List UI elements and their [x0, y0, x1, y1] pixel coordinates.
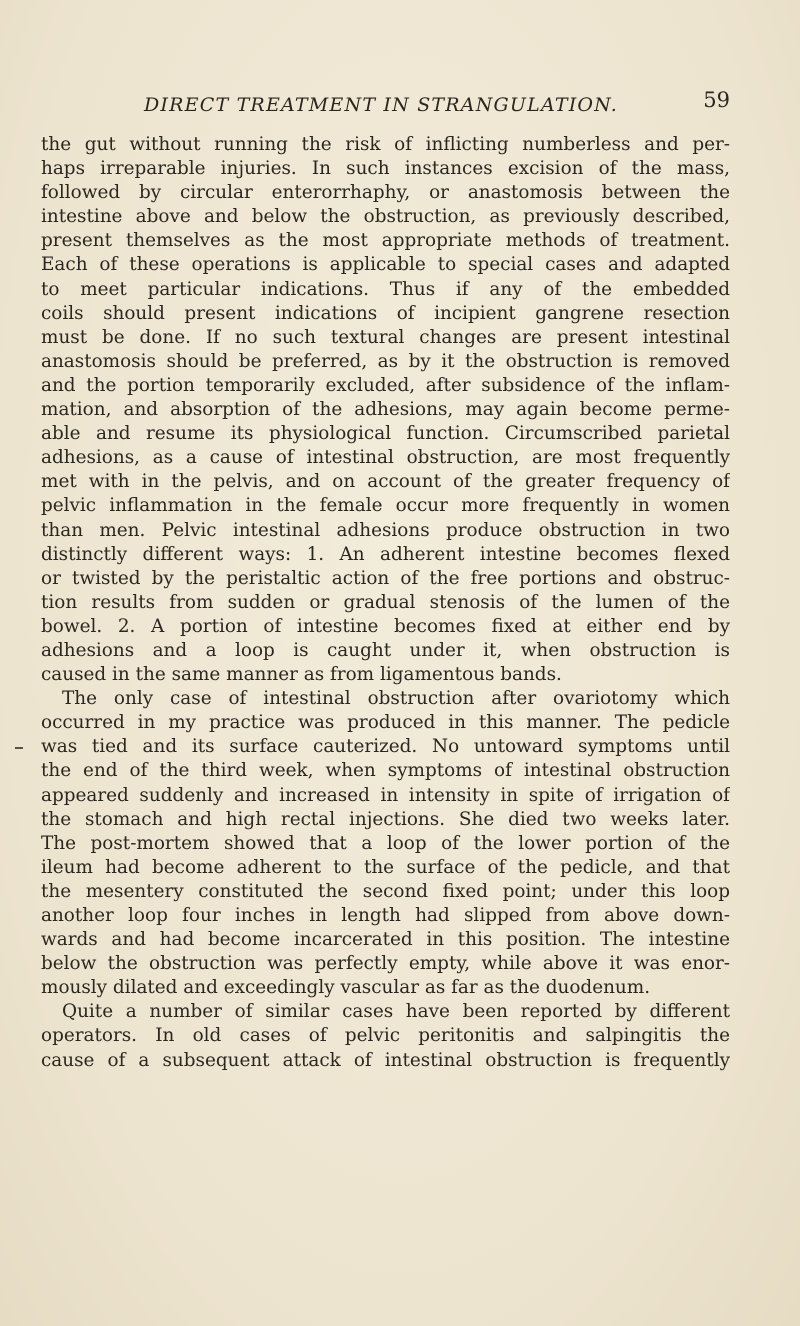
text-line: appeared suddenly and increased in intensity in spite of irrigation of — [41, 784, 730, 806]
text-line: cause of a subsequent attack of intestinal obstruction is frequently — [41, 1049, 730, 1071]
text-line: pelvic inflammation in the female occur more frequently in women — [41, 495, 730, 517]
text-line: Quite a number of similar cases have been reported by different — [62, 1001, 730, 1023]
text-line: another loop four inches in length had slipped from above down- — [41, 905, 730, 926]
text-line: distinctly different ways: 1. An adherent intestine becomes flexed — [41, 543, 730, 565]
text-line: mously dilated and exceedingly vascular as far as the duodenum. — [41, 977, 651, 999]
text-line: Each of these operations is applicable to special cases and adapted — [41, 254, 730, 276]
running-title: DIRECT TREATMENT IN STRANGULATION. — [144, 94, 619, 116]
text-line: followed by circular enterorrhaphy, or anastomosis between the — [41, 182, 730, 204]
text-line: adhesions, as a cause of intestinal obstruction, are most frequently — [41, 447, 730, 469]
running-head — [144, 88, 730, 122]
text-line: haps irreparable injuries. In such instances excision of the mass, — [41, 158, 730, 180]
margin-mark — [15, 747, 23, 749]
text-line: coils should present indications of incipient gangrene resection — [41, 302, 730, 324]
text-line: able and resume its physiological function. Circumscribed parietal — [41, 423, 730, 445]
text-line: ileum had become adherent to the surface of the pedicle, and that — [41, 856, 730, 878]
text-line: wards and had become incarcerated in this position. The intestine — [41, 929, 730, 951]
text-line: bowel. 2. A portion of intestine becomes fixed at either end by — [41, 615, 730, 637]
text-line: the end of the third week, when symptoms of intestinal obstruction — [41, 760, 730, 782]
text-line: and the portion temporarily excluded, after subsidence of the inflam- — [41, 374, 730, 396]
text-line: anastomosis should be preferred, as by it the obstruction is removed — [41, 350, 730, 372]
text-line: the mesentery constituted the second fixed point; under this loop — [41, 880, 730, 902]
text-line: operators. In old cases of pelvic peritonitis and salpingitis the — [41, 1025, 730, 1047]
text-line: present themselves as the most appropriate methods of treatment. — [41, 230, 730, 252]
body-text — [41, 133, 730, 1073]
text-line: to meet particular indications. Thus if any of the embedded — [41, 278, 730, 300]
text-line: met with in the pelvis, and on account of the greater frequency of — [41, 471, 730, 493]
text-line: than men. Pelvic intestinal adhesions produce obstruction in two — [41, 519, 730, 541]
text-line: must be done. If no such textural changes are present intestinal — [41, 326, 730, 348]
text-line: intestine above and below the obstruction, as previously described, — [41, 206, 730, 228]
text-line: occurred in my practice was produced in this manner. The pedicle — [41, 712, 730, 734]
page-number: 59 — [703, 88, 730, 112]
text-line: below the obstruction was perfectly empty, while above it was enor- — [41, 953, 730, 975]
text-line: caused in the same manner as from ligamentous bands. — [41, 664, 562, 686]
text-line: mation, and absorption of the adhesions, may again become perme- — [41, 399, 730, 421]
text-line: the gut without running the risk of inflicting numberless and per- — [41, 134, 730, 155]
text-line: was tied and its surface cauterized. No untoward symptoms until — [41, 736, 730, 758]
text-line: tion results from sudden or gradual stenosis of the lumen of the — [41, 591, 730, 613]
text-line: the stomach and high rectal injections. She died two weeks later. — [41, 808, 730, 830]
text-line: The only case of intestinal obstruction after ovariotomy which — [62, 688, 730, 710]
text-line: The post-mortem showed that a loop of the lower portion of the — [41, 832, 730, 854]
text-line: adhesions and a loop is caught under it, when obstruction is — [41, 639, 730, 661]
text-line: or twisted by the peristaltic action of the free portions and obstruc- — [41, 567, 730, 589]
